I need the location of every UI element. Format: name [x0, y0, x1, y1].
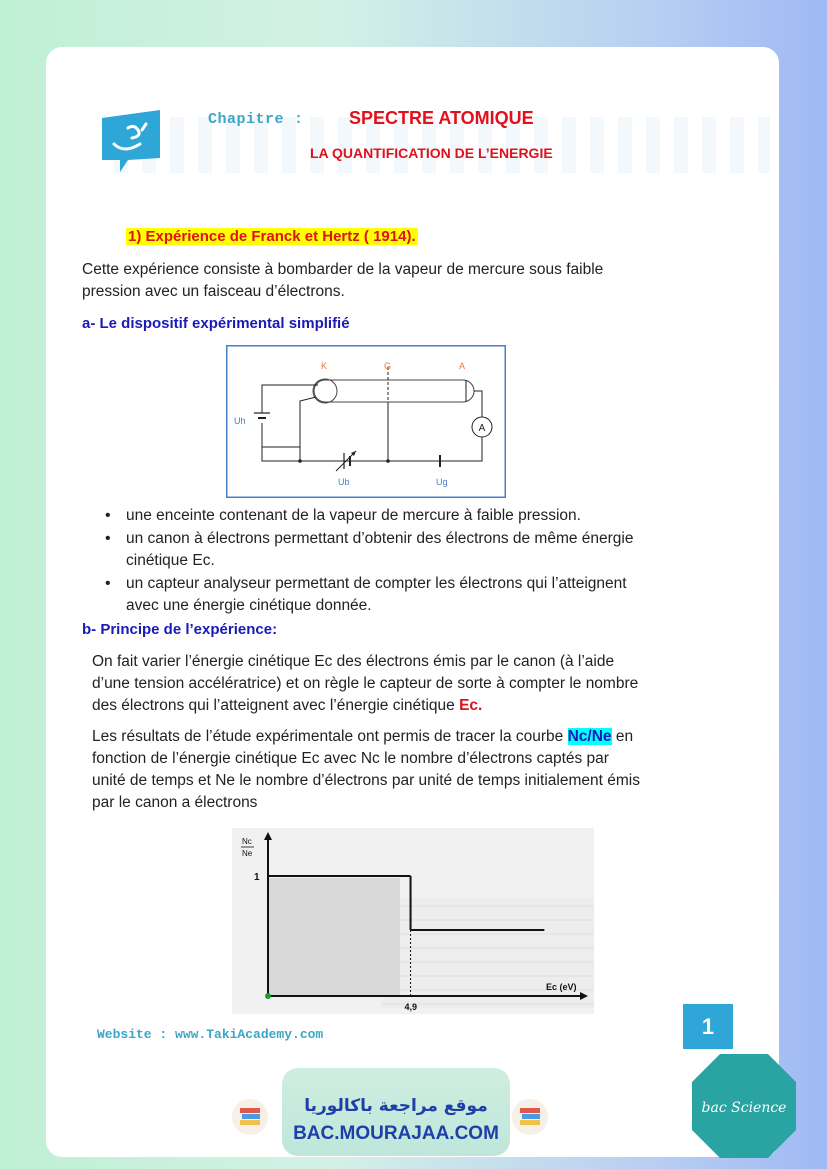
grid-label: G: [384, 361, 392, 371]
bac-science-text: bac Science: [701, 1100, 787, 1116]
section-1-title: 1) Expérience de Franck et Hertz ( 1914).: [128, 228, 416, 245]
website-footer: Website : www.TakiAcademy.com: [97, 1027, 324, 1042]
ub-label: Ub: [338, 477, 350, 487]
principle-paragraph-1: On fait varier l’énergie cinétique Ec des électrons émis par le canon (à l’aide d’une tension accélératrice) et on règle le capteur de sorte à compter le nombre des électrons qui l’atteignent avec l’énergie cinétique Ec.: [92, 653, 639, 714]
books-left-icon: [232, 1082, 268, 1152]
section-a-title: a- Le dispositif expérimental simplifié: [82, 315, 350, 332]
books-right-icon: [512, 1082, 548, 1152]
ug-label: Ug: [436, 477, 448, 487]
list-item: • un capteur analyseur permettant de compter les électrons qui l’atteignent avec une énergie cinétique donnée.: [100, 573, 720, 617]
y-axis-label-bottom: Ne: [242, 849, 253, 858]
ammeter-label: A: [478, 423, 486, 434]
section-b-title: b- Principe de l’expérience:: [82, 621, 278, 638]
x-axis-label: Ec (eV): [546, 982, 577, 992]
intro-paragraph: Cette expérience consiste à bombarder de la vapeur de mercure sous faible pression avec un faisceau d’électrons.: [82, 261, 604, 300]
taki-logo-icon: [98, 108, 166, 174]
chart-plot-shade: [268, 878, 400, 996]
bac-science-logo: [688, 1050, 800, 1162]
page-number: 1: [683, 1004, 733, 1049]
list-item: • un canon à électrons permettant d’obtenir des électrons de même énergie cinétique Ec.: [100, 528, 720, 572]
x-tick-label: 4,9: [404, 1002, 418, 1012]
ratio-highlight: Nc/Ne: [567, 728, 612, 745]
uh-label: Uh: [234, 416, 246, 426]
principle-paragraph-2: Les résultats de l’étude expérimentale ont permis de tracer la courbe Nc/Ne en fonction de l’énergie cinétique Ec avec Nc le nombre d’électrons captés par unité de temps et Ne le nombre d’électrons par unité de temps initialement émis par le canon a électrons: [92, 728, 640, 811]
franck-hertz-circuit-diagram: [226, 345, 506, 498]
y-axis-label-top: Nc: [242, 837, 252, 846]
chapter-label: Chapitre :: [208, 111, 304, 128]
cathode-label: K: [321, 361, 328, 371]
origin-point: [265, 993, 271, 999]
mourajaa-url: BAC.MOURAJAA.COM: [293, 1123, 499, 1144]
y-tick-label: 1: [254, 872, 260, 883]
chapter-subtitle: LA QUANTIFICATION DE L’ENERGIE: [310, 145, 553, 161]
apparatus-list: [100, 505, 720, 618]
chapter-title: SPECTRE ATOMIQUE: [349, 108, 534, 128]
mourajaa-arabic-text: موقع مراجعة باكالوريا: [304, 1096, 488, 1116]
nc-ne-chart: [232, 828, 594, 1014]
ec-emphasis: Ec.: [459, 697, 483, 714]
anode-label: A: [459, 361, 466, 371]
list-item: • une enceinte contenant de la vapeur de mercure à faible pression.: [100, 505, 720, 527]
